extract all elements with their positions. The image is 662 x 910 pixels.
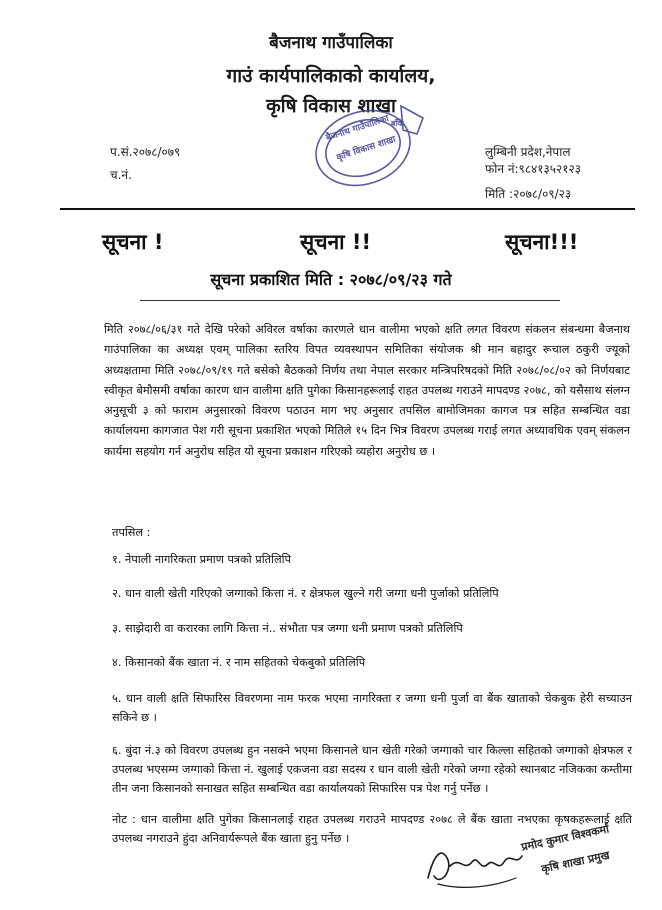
province: लुम्बिनी प्रदेश,नेपाल [485,145,571,159]
notice-body-paragraph: मिति २०७८/०६/३१ गते देखि परेको अविरल वर्षाका कारणले धान वालीमा भएको क्षति लगत विवरण संकलन संबन्धमा बैजनाथ गाउंपालिका का अध्यक्ष एवम् पालिका स्तरिय विपत व्यवस्थापन समितिका संयोजक श्री मान बहादुर रूचाल ठकुरी ज्यूको अध्यक्षतामा मिति २०७८/०९/१९ गते बसेको बैठकको निर्णय तथा नेपाल सरकार मन्त्रिपरिषदको मिति २०७८/०८/०२ को निर्णयबाट स्वीकृत बेमौसमी वर्षाका कारण धान वालीमा क्षति पुगेका किसानहरूलाई राहत उपलब्ध गराउने मापदण्ड २०७८, को यसैसाथ संलग्न अनुसूची ३ को फाराम अनुसारको विवरण पठाउन माग भए अनुसार तपसिल बामोजिमका कागज पत्र सहित सम्बन्धित वडा कार्यालयमा कागजात पेश गरी सूचना प्रकाशित भएको मितिले १५ दिन भित्र विवरण उपलब्ध गराई लगत अध्यावधिक एवम् संकलन कार्यमा सहयोग गर्न अनुरोध सहित यो सूचना प्रकाशन गरिएको व्यहोरा अनुरोध छ । [104,323,630,458]
tapasil-item-2: २. धान वाली खेती गरिएको जग्गाको कित्ता नं. र क्षेत्रफल खुल्ने गरी जग्गा धनी पुर्जाको प्रतिलिपि [112,587,499,600]
tapasil-item-4: ४. किसानको बैंक खाता नं. र नाम सहितको चेकबुको प्रतिलिपि [112,656,366,669]
letter-date: मिति :२०७८/०९/२३ [485,187,572,201]
svg-text:बाँके: बाँके [391,119,404,128]
svg-text:कृषि विकास शाखा: कृषि विकास शाखा [335,134,398,164]
note-paragraph: नोट : धान वालीमा क्षति पुगेका किसानलाई राहत उपलब्ध गराउने मापदण्ड २०७८ ले बैंक खाता नभएका कृषकहरूलाई क्षति उपलब्ध नगराउने हुंदा अनिवार्यरूपले बैंक खाता हुनु पर्नेछ । [112,813,632,845]
notice-word-3: सूचना!!! [505,230,579,254]
published-date: सूचना प्रकाशित मिति : २०७८/०९/२३ गते [210,270,452,289]
office-seal-stamp [305,100,437,190]
notice-word-2: सूचना !! [300,230,372,254]
office-name: बैजनाथ गाउँपालिका [269,33,393,53]
tapasil-item-6: ६. बुंदा नं.३ को विवरण उपलब्ध हुन नसक्ने भएमा किसानले धान खेती गरेको जग्गाको चार किल्ला सहितको जग्गाको क्षेत्रफल र उपलब्ध भएसम्म जग्गाको कित्ता नं. खुलाई एकजना वडा सदस्य र धान वाली खेती गरेको जग्गा रहेको स्थानबाट नजिकका कम्तीमा तीन जना किसानको सनाखत सहित सम्बन्धित वडा कार्यालयको सिफारिस पत्र पेश गर्नु पर्नेछ । [112,744,632,795]
signer-title: कृषि शाखा प्रमुख [540,848,611,876]
header-divider [60,208,635,210]
phone-number: फोन नं:९८४१३५२१२३ [485,162,581,176]
office-line3: कृषि विकास शाखा [266,95,396,117]
tapasil-item-3: ३. साझेदारी वा करारका लागि कित्ता नं.. संभौता पत्र जग्गा धनी प्रमाण पत्रको प्रतिलिपि [112,622,463,635]
signer-name: प्रमोद कुमार विश्वकर्मा [520,822,611,854]
tapasil-item-5: ५. धान वाली क्षति सिफारिस विवरणमा नाम फरक भएमा नागरिक्ता र जग्गा धनी पुर्जा वा बैंक खाताको चेकबुक हेरी सच्याउन सकिने छ । [112,692,632,724]
tapasil-heading: तपसिल : [112,526,151,539]
notice-word-1: सूचना ! [102,230,164,254]
svg-text:बैजनाथ गाउँपालिका: बैजनाथ गाउँपालिका [324,113,391,144]
office-line2: गाउं कार्यपालिकाको कार्यालय, [226,65,436,87]
chalani-number: च.नं. [110,168,132,182]
published-date-underline [140,300,560,301]
patra-sankhya: प.सं.२०७८/०७९ [110,145,181,159]
handwritten-signature [420,826,530,896]
tapasil-item-1: १. नेपाली नागरिकता प्रमाण पत्रको प्रतिलिपि [112,553,292,566]
